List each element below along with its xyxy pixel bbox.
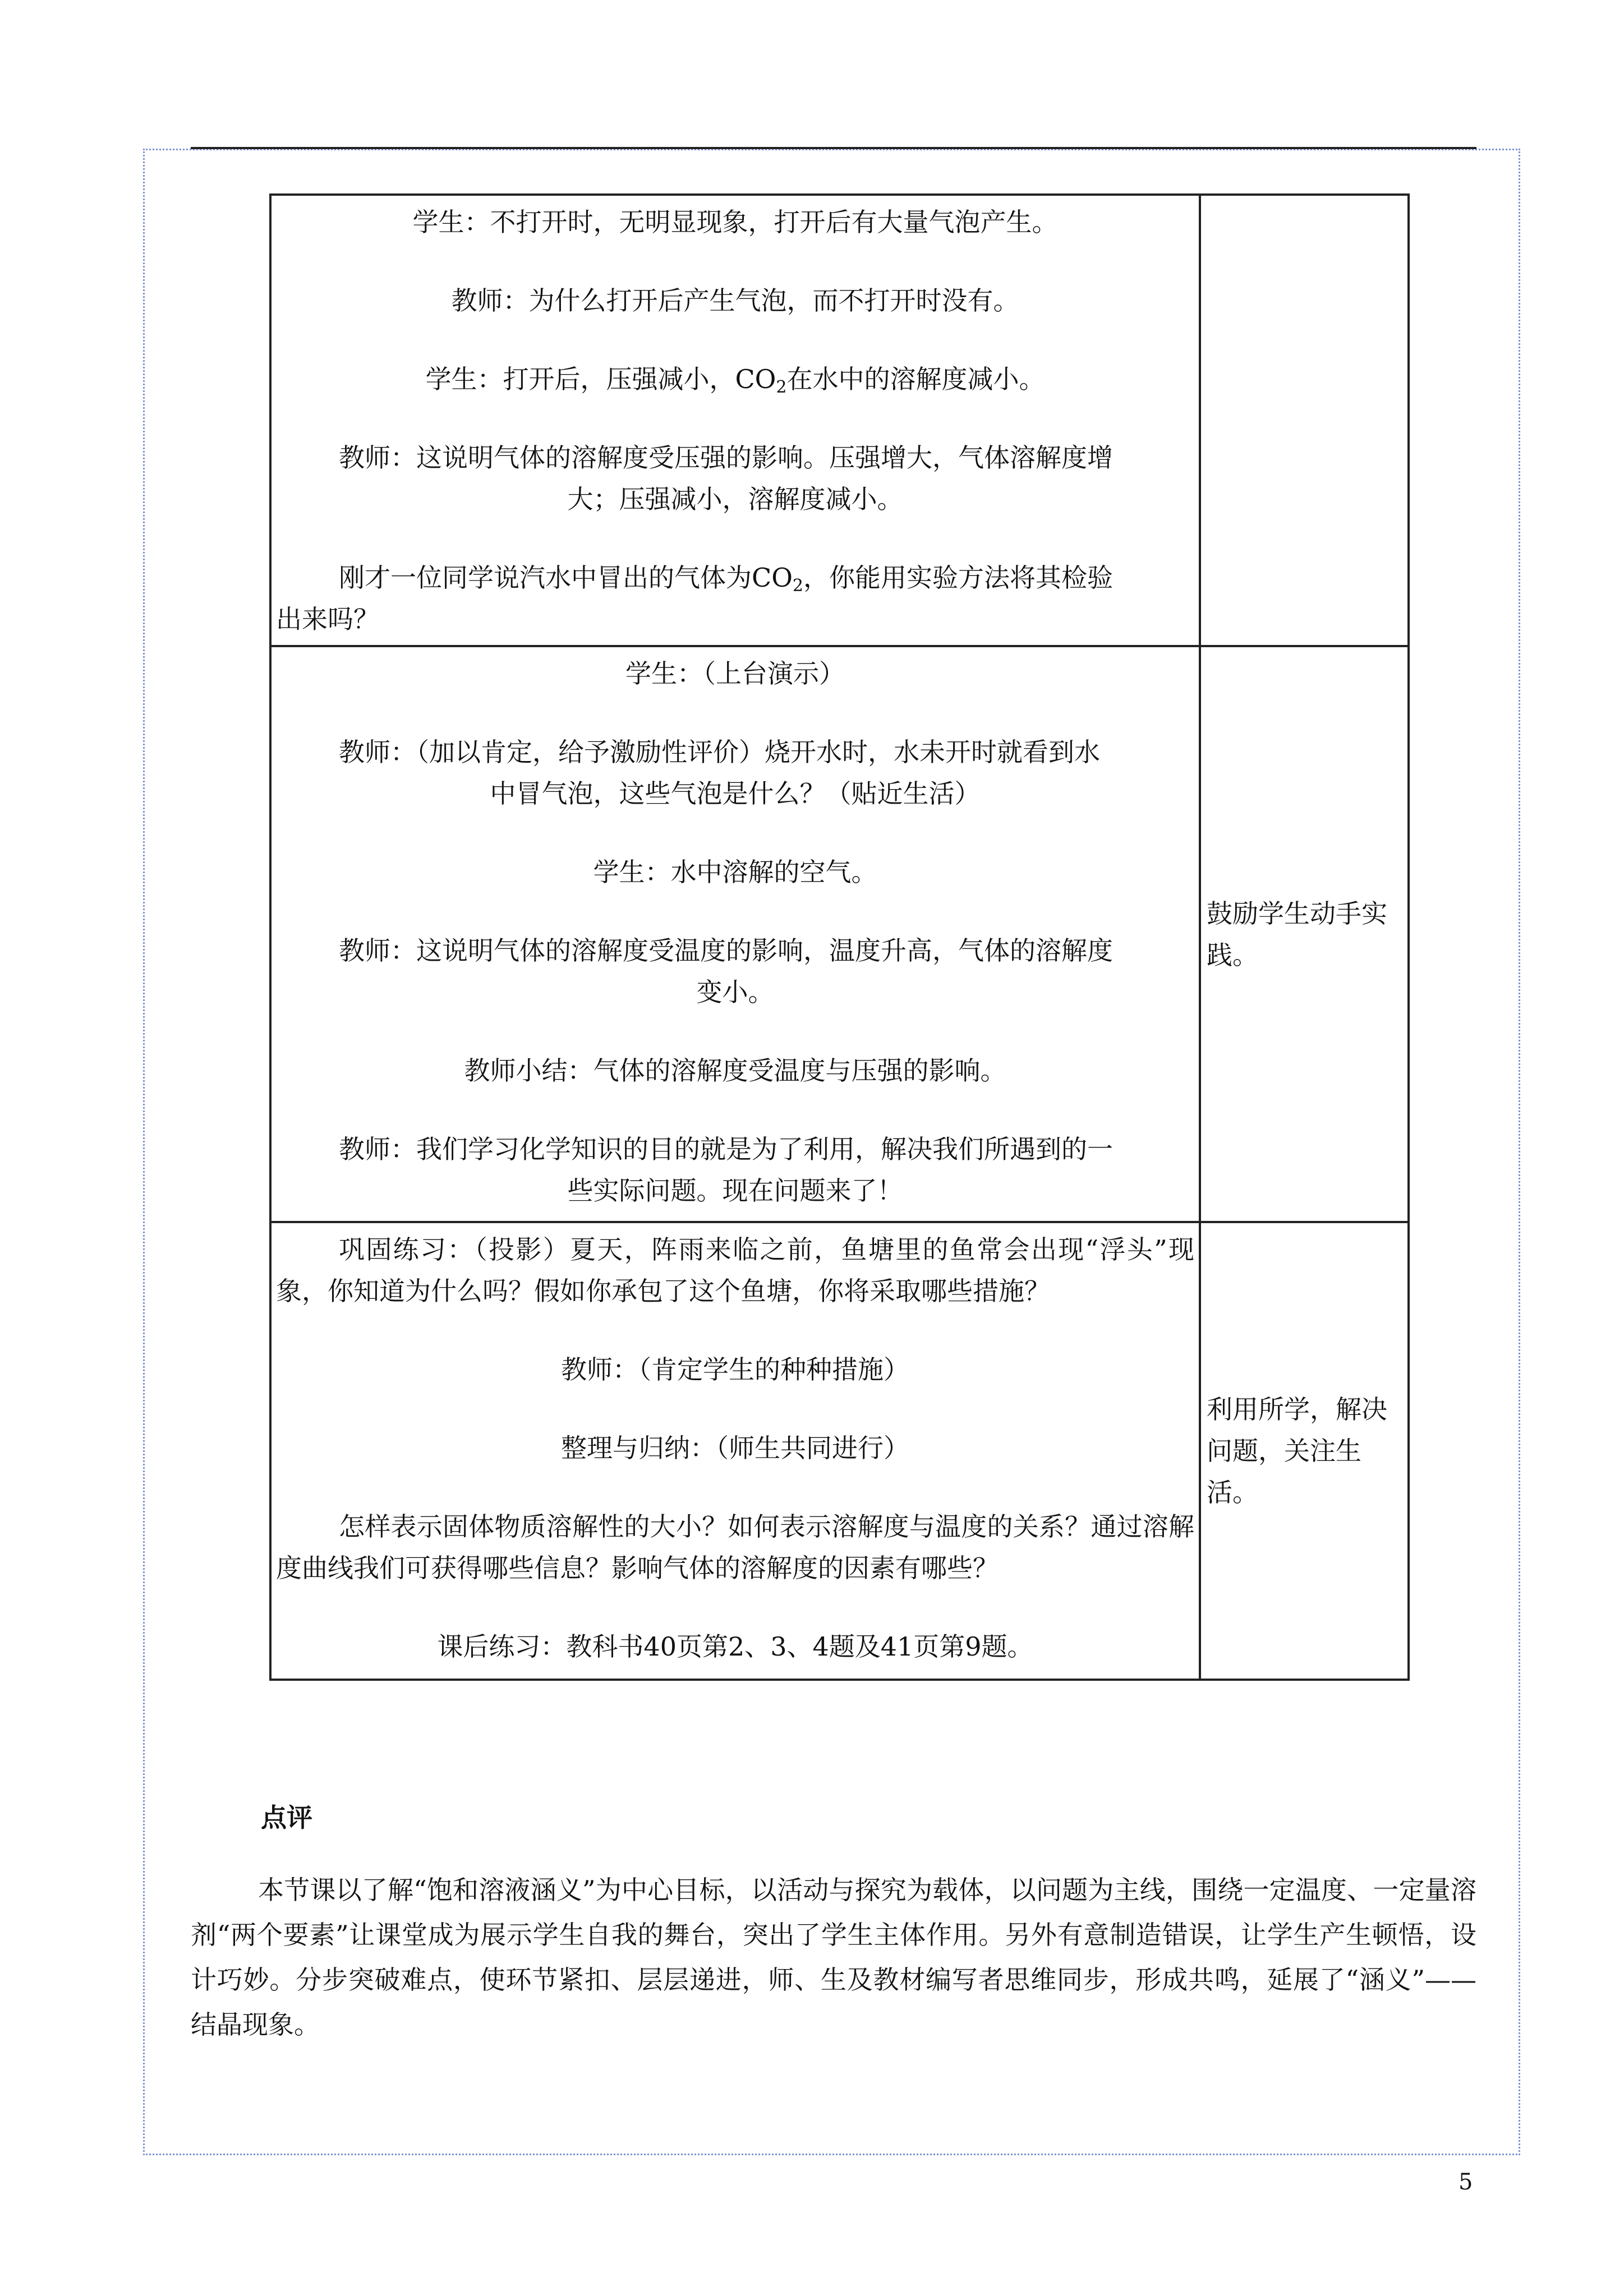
dialogue-line: 学生：水中溶解的空气。 xyxy=(593,857,877,887)
table-row xyxy=(270,1222,1409,1680)
dialogue-line: 教师小结：气体的溶解度受温度与压强的影响。 xyxy=(464,1055,1006,1086)
dialogue-line: 教师：这说明气体的溶解度受压强的影响。压强增大，气体溶解度增 大；压强减小，溶解度减小。 xyxy=(339,442,1113,514)
teaching-process-cell xyxy=(270,195,1200,646)
design-note-cell xyxy=(1200,1222,1409,1680)
header-rule xyxy=(191,147,1476,149)
dialogue-line: 刚才一位同学说汽水中冒出的气体为$CO_2$，你能用实验方法将其检验 出来吗？ xyxy=(276,563,1114,634)
dialogue-line: 课后练习：教科书40页第2、3、4题及41页第9题。 xyxy=(437,1631,1033,1662)
teaching-process-cell xyxy=(270,1222,1200,1680)
dialogue-line: 教师：我们学习化学知识的目的就是为了利用，解决我们所遇到的一 些实际问题。现在问题来了！ xyxy=(339,1134,1113,1206)
teaching-process-cell xyxy=(270,646,1200,1222)
dialogue-line: 教师：（加以肯定，给予激励性评价）烧开水时，水未开时就看到水 中冒气泡，这些气泡是什么？（贴近生活） xyxy=(339,737,1100,809)
dialogue-line: 怎样表示固体物质溶解性的大小？如何表示溶解度与温度的关系？通过溶解度曲线我们可获得哪些信息？影响气体的溶解度的因素有哪些？ xyxy=(276,1511,1194,1583)
design-note-cell xyxy=(1200,195,1409,646)
lesson-table xyxy=(269,193,1410,1681)
design-note: 利用所学，解决问题，关注生活。 xyxy=(1207,1394,1387,1507)
section-title: 点评 xyxy=(261,1802,312,1833)
design-note: 鼓励学生动手实践。 xyxy=(1207,898,1387,970)
dialogue-line: 整理与归纳：（师生共同进行） xyxy=(561,1433,909,1463)
dialogue-line: 学生：打开后，压强减小，$CO_2$在水中的溶解度减小。 xyxy=(425,364,1045,397)
dialogue-line: 教师：这说明气体的溶解度受温度的影响，温度升高，气体的溶解度 变小。 xyxy=(339,935,1113,1007)
table-row xyxy=(270,646,1409,1222)
dialogue-line: 教师：为什么打开后产生气泡，而不打开时没有。 xyxy=(451,285,1019,316)
commentary-paragraph: 本节课以了解“饱和溶液涵义”为中心目标，以活动与探究为载体，以问题为主线，围绕一定温度、一定量溶剂“两个要素”让课堂成为展示学生自我的舞台，突出了学生主体作用。另外有意制造错误，让学生产生顿悟，设计巧妙。分步突破难点，使环节紧扣、层层递进，师、生及教材编写者思维同步，形成共鸣，延展了“涵义”——结晶现象。 xyxy=(191,1875,1476,2040)
design-note-cell xyxy=(1200,646,1409,1222)
dialogue-line: 学生：不打开时，无明显现象，打开后有大量气泡产生。 xyxy=(412,207,1058,237)
dialogue-line: 巩固练习：（投影）夏天，阵雨来临之前，鱼塘里的鱼常会出现“浮头”现象，你知道为什么吗？假如你承包了这个鱼塘，你将采取哪些措施？ xyxy=(276,1234,1194,1306)
dialogue-line: 学生：（上台演示） xyxy=(625,658,845,689)
dialogue-line: 教师：（肯定学生的种种措施） xyxy=(561,1354,909,1385)
page-number: 5 xyxy=(1459,2169,1473,2195)
table-row xyxy=(270,195,1409,646)
